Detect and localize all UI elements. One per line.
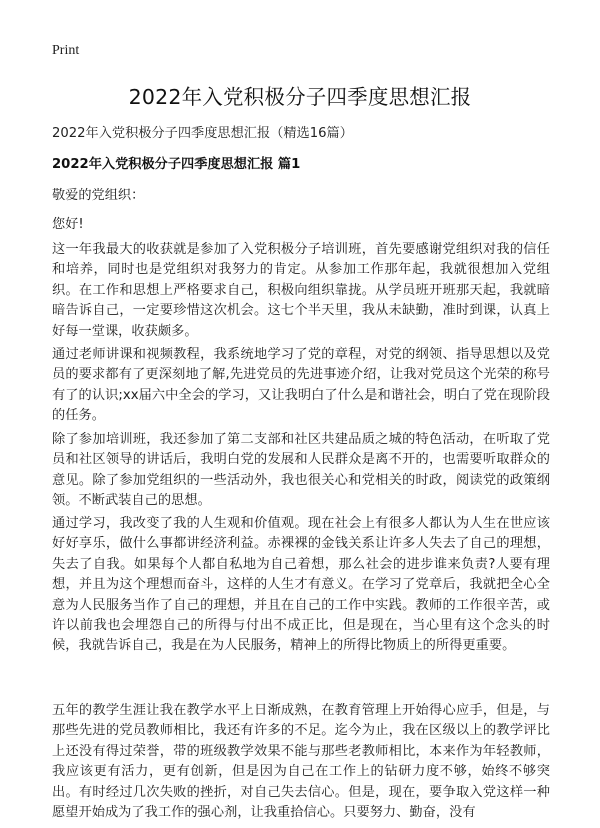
page-title: 2022年入党积极分子四季度思想汇报 bbox=[128, 85, 472, 109]
paragraph: 除了参加培训班，我还参加了第二支部和社区共建品质之城的特色活动，在听取了党员和社区领导的讲话后，我明白党的发展和人民群众是离不开的，也需要听取群众的意见。除了参加党组织的一些活动外，我也很关心和党相关的时政，阅读党的政策纲领。不断武装自己的思想。 bbox=[52, 432, 550, 509]
print-link[interactable]: Print bbox=[52, 43, 80, 58]
document-subtitle: 2022年入党积极分子四季度思想汇报（精选16篇） bbox=[52, 126, 353, 141]
paragraph: 通过老师讲课和视频教程，我系统地学习了党的章程，对党的纲领、指导思想以及党员的要求都有了更深刻地了解,先进党员的先进事迹介绍，让我对党员这个光荣的称号有了的认识;xx届六中全会的学习，又让我明白了什么是和谐社会，明白了党在现阶段的任务。 bbox=[52, 347, 550, 424]
salutation: 敬爱的党组织： bbox=[52, 188, 145, 203]
paragraph: 五年的教学生涯让我在教学水平上日渐成熟，在教育管理上开始得心应手，但是，与那些先进的党员教师相比，我还有许多的不足。迄今为止，我在区级以上的教学评比上还没有得过荣誉，带的班级教学效果不能与那些老教师相比，本来作为年轻教师，我应该更有活力，更有创新，但是因为自己在工作上的钻研力度不够，始终不够突出。有时经过几次失败的挫折，对自己失去信心。但是，现在，要争取入党这样一种愿望开始成为了我工作的强心剂，让我重拾信心。只要努力、勤奋，没有 bbox=[52, 703, 550, 821]
greeting: 您好! bbox=[52, 217, 84, 232]
paragraph: 这一年我最大的收获就是参加了入党积极分子培训班，首先要感谢党组织对我的信任和培养，同时也是党组织对我努力的肯定。从参加工作那年起，我就很想加入党组织。在工作和思想上严格要求自己，积极向组织靠拢。从学员班开班那天起，我就暗暗告诉自己，一定要珍惜这次机会。这七个半天里，我从未缺勤，准时到课，认真上好每一堂课，收获颇多。 bbox=[52, 242, 550, 339]
section-heading: 2022年入党积极分子四季度思想汇报 篇1 bbox=[52, 157, 301, 172]
paragraph: 通过学习，我改变了我的人生观和价值观。现在社会上有很多人都认为人生在世应该好好享乐，做什么事都讲经济利益。赤裸裸的金钱关系让许多人失去了自己的理想，失去了自我。如果每个人都自私地为自己着想，那么社会的进步谁来负责?人要有理想，并且为这个理想而奋斗，这样的人生才有意义。在学习了党章后，我就把全心全意为人民服务当作了自己的理想，并且在自己的工作中实践。教师的工作很辛苦，或许以前我也会埋怨自己的所得与付出不成正比，但是现在，当心里有这个念头的时候，我就告诉自己，我是在为人民服务，精神上的所得比物质上的所得更重要。 bbox=[52, 516, 550, 654]
